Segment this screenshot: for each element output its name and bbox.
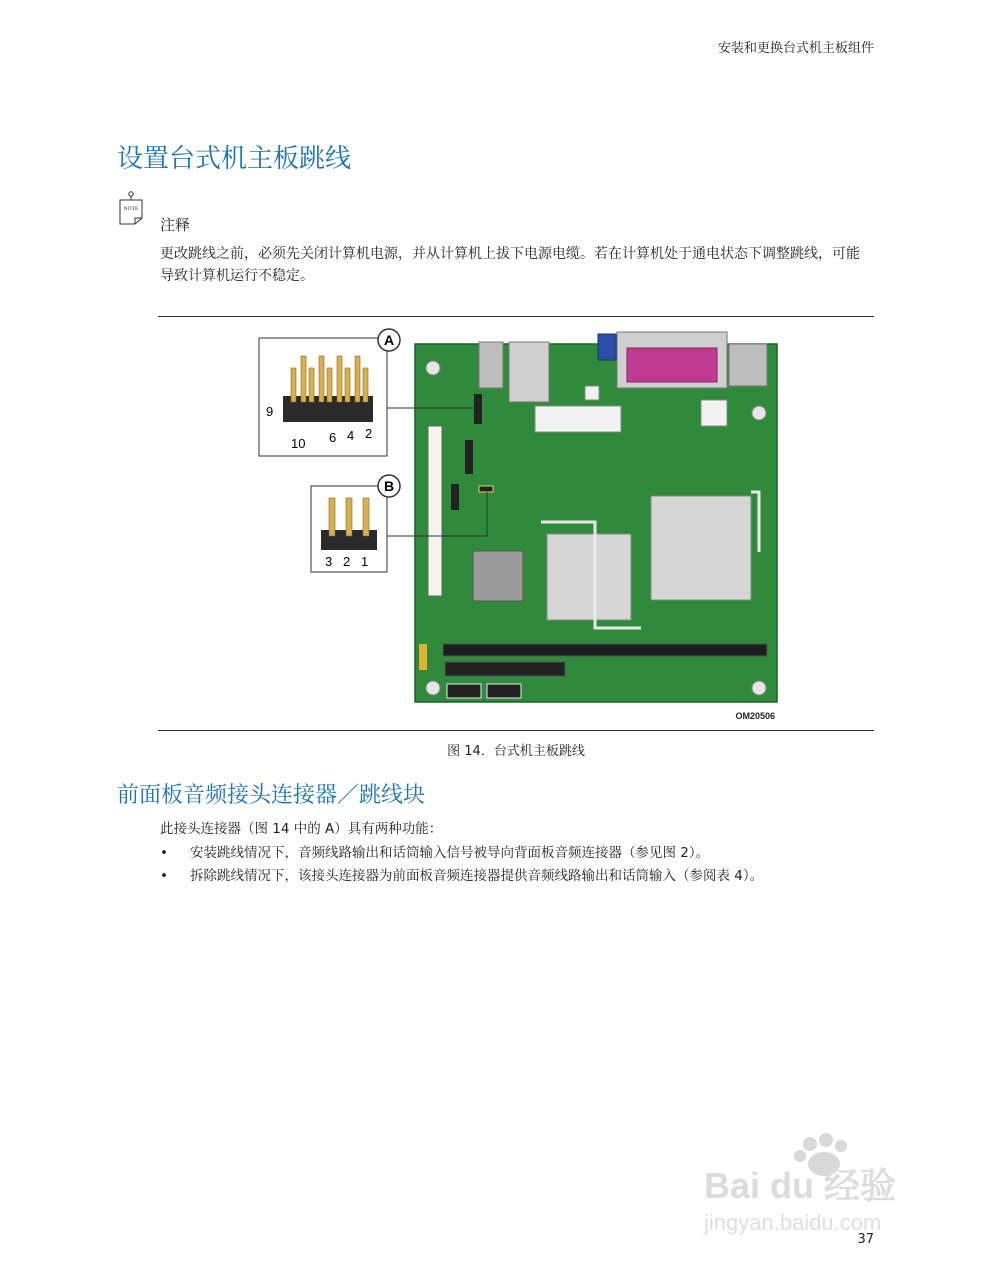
bullet-icon: • bbox=[160, 868, 168, 884]
header-2 bbox=[451, 484, 459, 510]
ide-connector bbox=[445, 662, 565, 676]
bullet-text: 拆除跳线情况下，该接头连接器为前面板音频连接器提供音频线路输出和话筒输入（参阅表 4）。 bbox=[190, 868, 764, 884]
pin-a-4: 4 bbox=[347, 428, 355, 443]
note-icon-label: NOTE bbox=[123, 206, 139, 212]
callout-b-label: B bbox=[383, 478, 395, 494]
list-item bbox=[160, 843, 860, 864]
figure-top-rule bbox=[158, 316, 874, 317]
page-number: 37 bbox=[857, 1232, 874, 1247]
board-code: OM20506 bbox=[735, 711, 775, 721]
section-title: 前面板音频接头连接器／跳线块 bbox=[117, 783, 426, 808]
pin-a-2: 2 bbox=[365, 426, 373, 441]
sata-connector-2 bbox=[487, 684, 521, 698]
dimm-slot bbox=[443, 644, 767, 656]
pin-a-10: 10 bbox=[291, 436, 306, 451]
note-body: 更改跳线之前，必须先关闭计算机电源，并从计算机上拔下电源电缆。若在计算机处于通电状态下调整跳线，可能导致计算机运行不稳定。 bbox=[160, 246, 860, 284]
jumper-block-b bbox=[479, 486, 493, 492]
pin-a-6: 6 bbox=[329, 430, 337, 445]
vga-port bbox=[598, 334, 616, 360]
pci-slot bbox=[428, 426, 442, 596]
figure-caption: 图 14．台式机主板跳线 bbox=[447, 744, 585, 759]
bullet-icon: • bbox=[160, 845, 168, 861]
chipset bbox=[473, 551, 523, 601]
sata-connector-1 bbox=[447, 684, 481, 698]
atx-power-connector bbox=[535, 406, 621, 432]
aux-power-connector bbox=[701, 400, 727, 426]
pin-header-b bbox=[321, 498, 377, 550]
bullet-text: 安装跳线情况下，音频线路输出和话筒输入信号被导向背面板音频连接器（参见图 2）。 bbox=[190, 845, 710, 861]
pin-b-3: 3 bbox=[325, 554, 333, 569]
jumper-block-a bbox=[474, 394, 482, 424]
fan-header bbox=[585, 386, 599, 400]
audio-jack bbox=[479, 342, 503, 388]
list-item bbox=[160, 866, 860, 887]
pin-a-9: 9 bbox=[266, 404, 274, 419]
watermark-url: jingyan.baidu.com bbox=[704, 1210, 882, 1235]
figure-bottom-rule bbox=[158, 730, 874, 731]
note-icon bbox=[117, 190, 145, 226]
header-1 bbox=[465, 440, 473, 474]
callout-a-label: A bbox=[383, 332, 395, 348]
note-heading: 注释 bbox=[160, 216, 191, 234]
jumper-figure bbox=[255, 326, 785, 724]
section-intro: 此接头连接器（图 14 中的 A）具有两种功能： bbox=[160, 821, 443, 837]
page-title: 设置台式机主板跳线 bbox=[117, 144, 352, 174]
pin-b-2: 2 bbox=[343, 554, 351, 569]
baidu-watermark bbox=[700, 1130, 940, 1240]
bullet-list bbox=[160, 843, 860, 889]
running-header: 安装和更换台式机主板组件 bbox=[717, 41, 874, 56]
front-panel-header bbox=[419, 644, 427, 670]
usb-lan-connector bbox=[509, 342, 549, 402]
pin-b-1: 1 bbox=[361, 554, 369, 569]
cpu-heatsink bbox=[651, 496, 751, 600]
watermark-brand: Bai du 经验 bbox=[704, 1165, 897, 1206]
parallel-port bbox=[627, 348, 717, 382]
chipset-heatsink bbox=[547, 534, 631, 620]
serial-port bbox=[729, 344, 767, 386]
